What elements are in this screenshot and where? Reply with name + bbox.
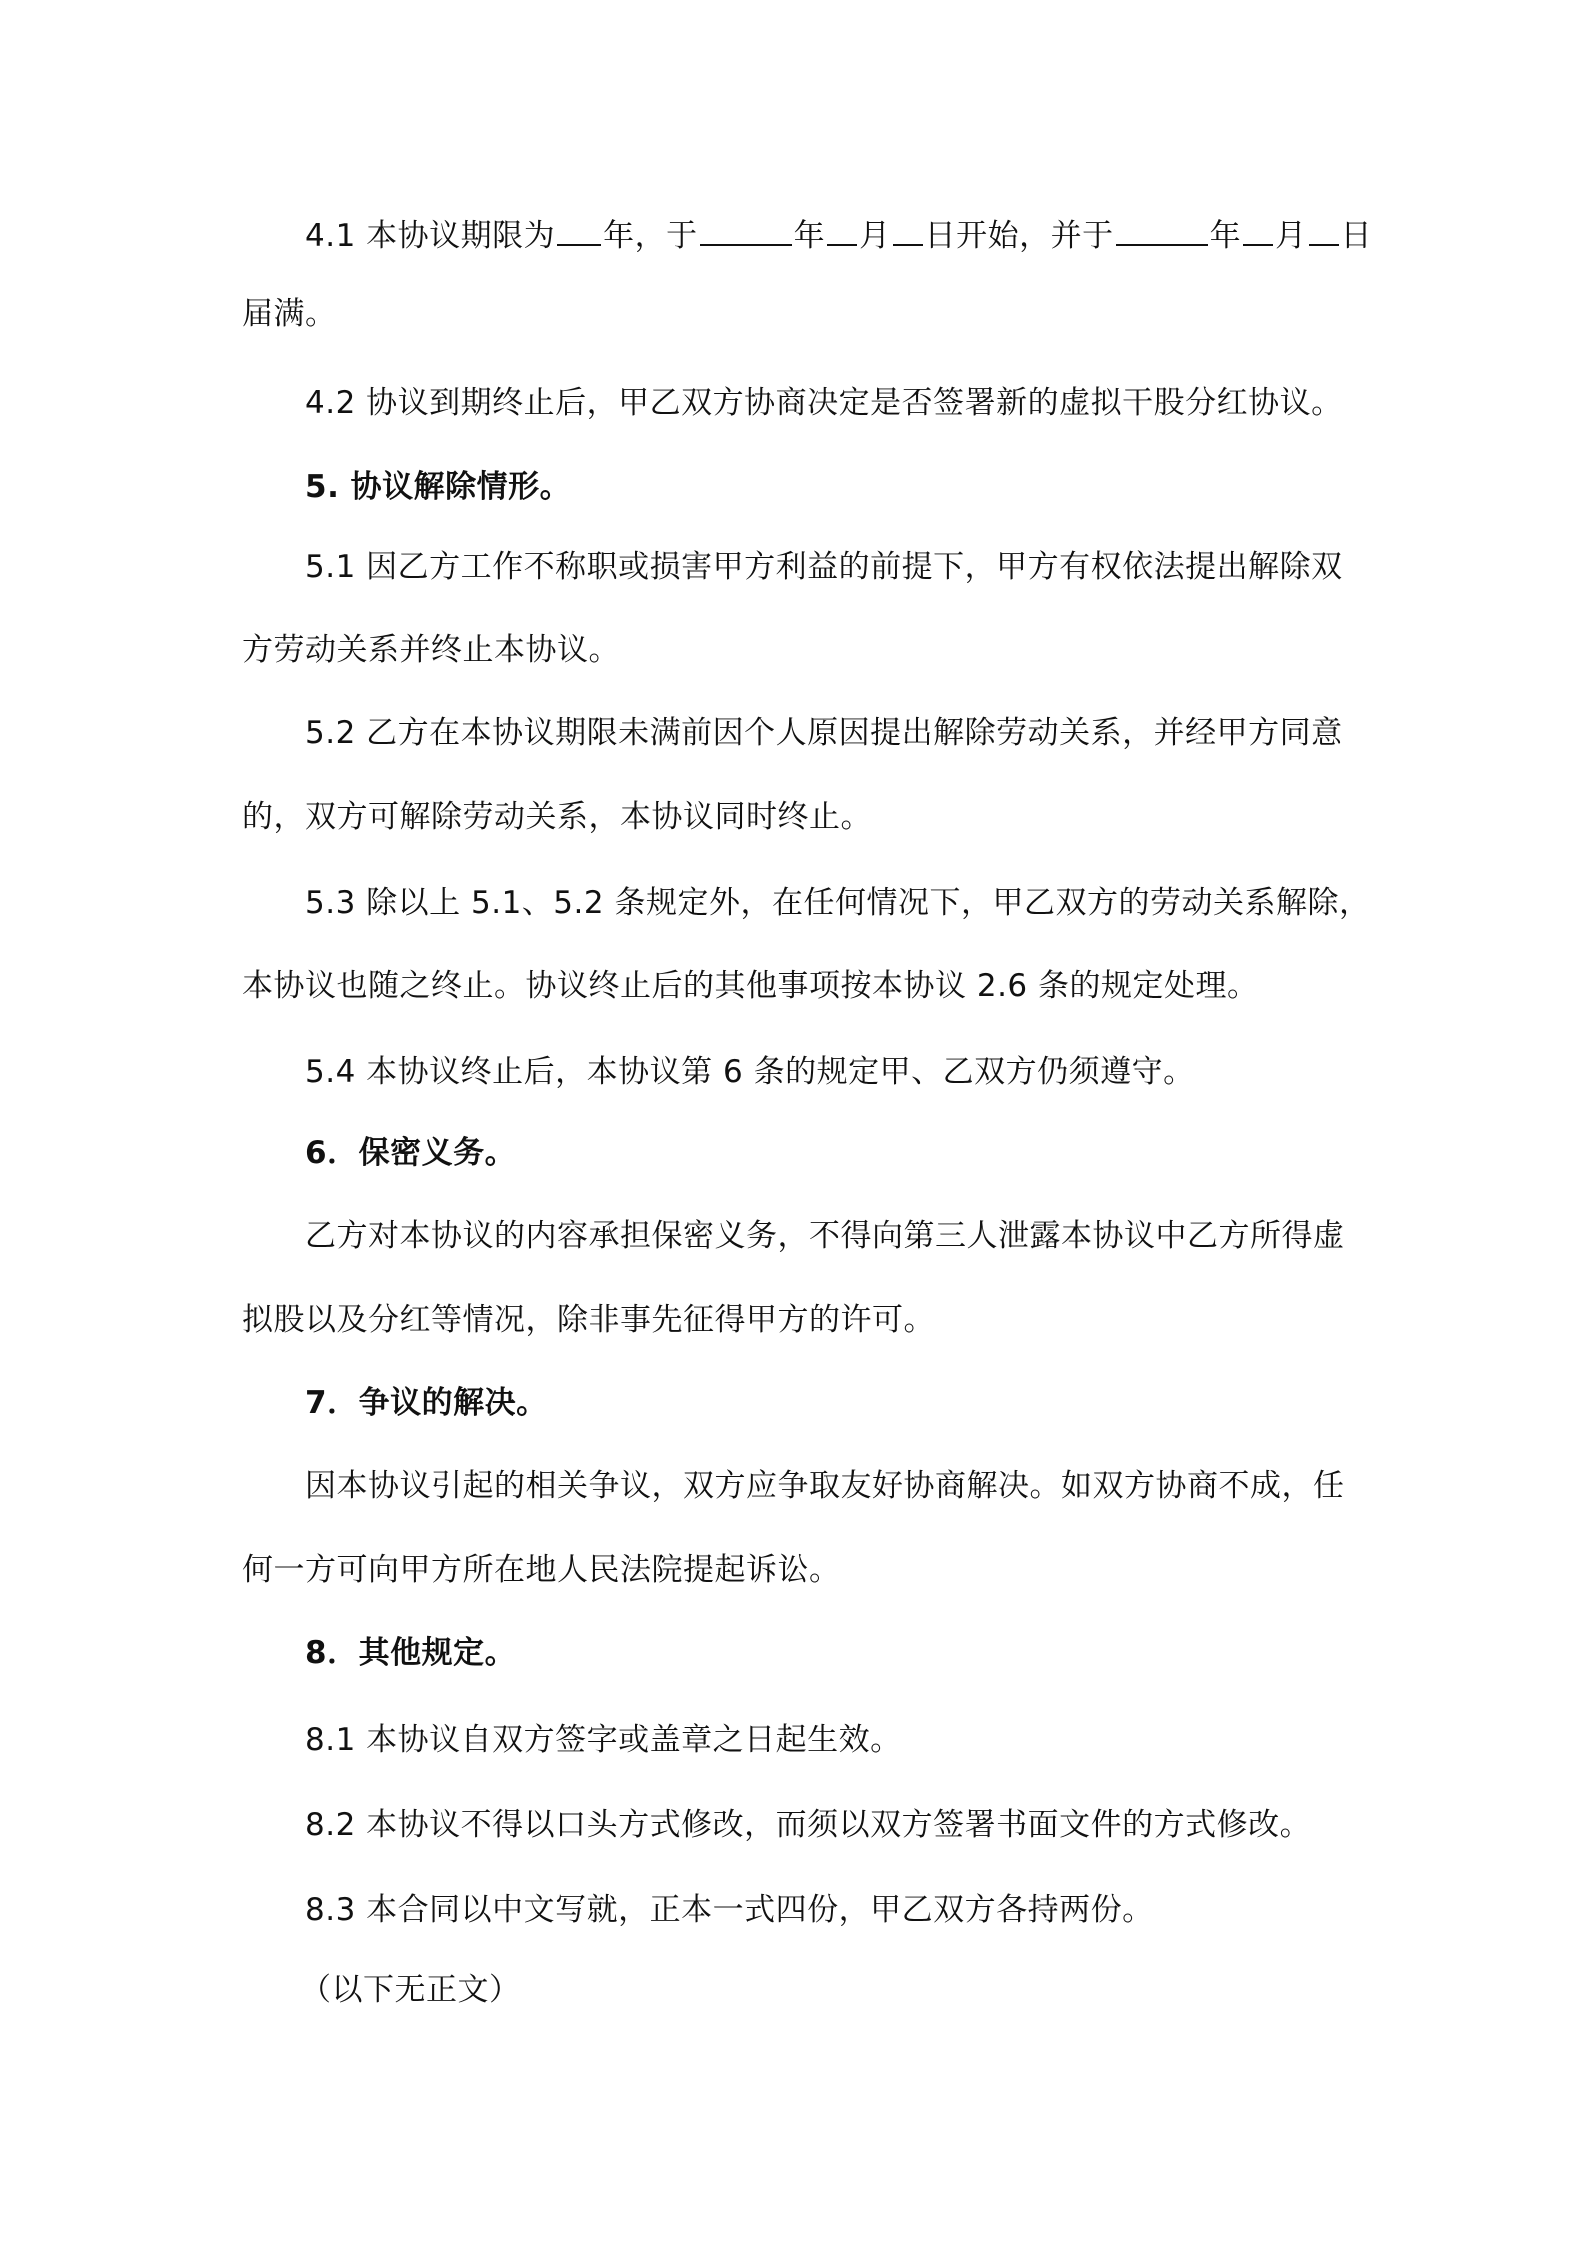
end-month-blank	[1243, 214, 1273, 246]
clause-4-1-end-month: 月	[1275, 218, 1307, 254]
clause-4-1-line2: 届满。	[242, 296, 337, 332]
clause-4-1-line1	[305, 214, 1372, 254]
clause-4-1-end-day: 日	[1340, 218, 1373, 254]
clause-8-1: 8.1 本协议自双方签字或盖章之日起生效。	[305, 1722, 902, 1758]
clause-5-1-line1: 5.1 因乙方工作不称职或损害甲方利益的前提下，甲方有权依法提出解除双	[305, 549, 1343, 585]
section-6-heading: 6．保密义务。	[305, 1135, 517, 1171]
clause-5-3-line2: 本协议也随之终止。协议终止后的其他事项按本协议 2.6 条的规定处理。	[242, 968, 1259, 1004]
clause-5-3-line1: 5.3 除以上 5.1、5.2 条规定外，在任何情况下，甲乙双方的劳动关系解除，	[305, 885, 1371, 921]
clause-4-2: 4.2 协议到期终止后，甲乙双方协商决定是否签署新的虚拟干股分红协议。	[305, 385, 1343, 421]
section-5-heading: 5. 协议解除情形。	[305, 469, 572, 505]
clause-4-1-prefix: 4.1 本协议期限为	[305, 218, 556, 254]
clause-8-2: 8.2 本协议不得以口头方式修改，而须以双方签署书面文件的方式修改。	[305, 1807, 1312, 1843]
clause-5-4: 5.4 本协议终止后，本协议第 6 条的规定甲、乙双方仍须遵守。	[305, 1054, 1195, 1090]
start-day-blank	[893, 214, 923, 246]
end-year-blank	[1116, 214, 1208, 246]
clause-5-2-line2: 的，双方可解除劳动关系，本协议同时终止。	[242, 799, 872, 835]
section-6-body-line1: 乙方对本协议的内容承担保密义务，不得向第三人泄露本协议中乙方所得虚	[305, 1218, 1345, 1254]
clause-4-1-year-word: 年，于	[603, 218, 698, 254]
start-year-blank	[700, 214, 792, 246]
end-day-blank	[1309, 214, 1339, 246]
clause-4-1-start-day: 日开始，并于	[924, 218, 1114, 254]
section-7-heading: 7．争议的解决。	[305, 1385, 548, 1421]
clause-4-1-start-month: 月	[859, 218, 891, 254]
clause-4-1-end-year: 年	[1209, 218, 1242, 254]
clause-4-1-start-year: 年	[793, 218, 826, 254]
end-note: （以下无正文）	[300, 1972, 521, 2008]
clause-5-1-line2: 方劳动关系并终止本协议。	[242, 632, 620, 668]
section-6-body-line2: 拟股以及分红等情况，除非事先征得甲方的许可。	[242, 1302, 935, 1338]
clause-8-3: 8.3 本合同以中文写就，正本一式四份，甲乙双方各持两份。	[305, 1892, 1154, 1928]
clause-5-2-line1: 5.2 乙方在本协议期限未满前因个人原因提出解除劳动关系，并经甲方同意	[305, 715, 1343, 751]
start-month-blank	[827, 214, 857, 246]
section-8-heading: 8．其他规定。	[305, 1635, 517, 1671]
section-7-body-line1: 因本协议引起的相关争议，双方应争取友好协商解决。如双方协商不成，任	[305, 1468, 1345, 1504]
section-7-body-line2: 何一方可向甲方所在地人民法院提起诉讼。	[242, 1552, 841, 1588]
term-years-blank	[557, 214, 601, 246]
